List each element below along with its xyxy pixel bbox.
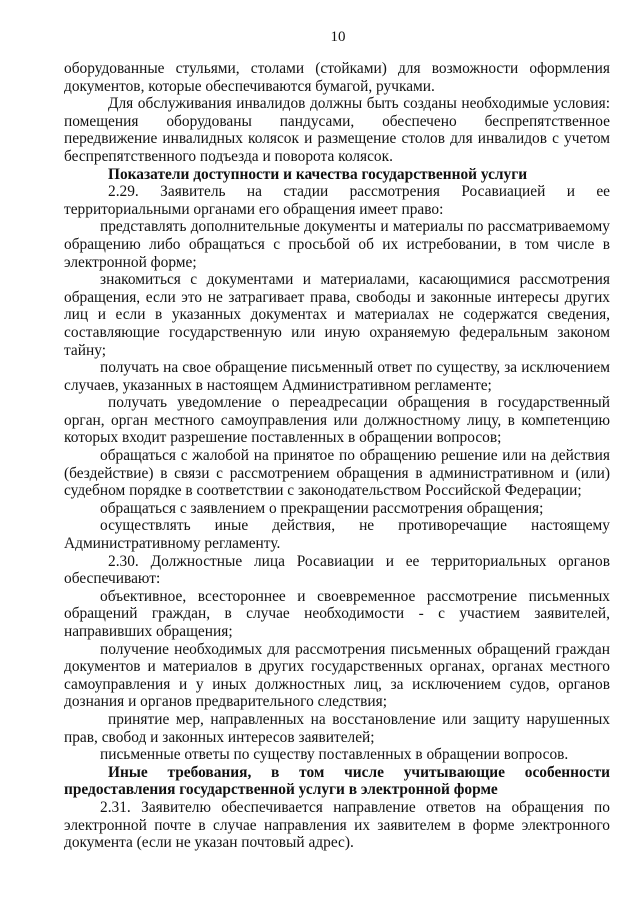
- list-item-redirect-notice: получать уведомление о переадресации обращения в государственный орган, орган местного самоуправления или должностному лицу, в компетенцию которых входит разрешение поставленных в обращении вопросов;: [64, 394, 610, 447]
- paragraph-furniture: оборудованные стульями, столами (стойками) для возможности оформления документов, которые обеспечиваются бумагой, ручками.: [64, 60, 610, 95]
- paragraph-disabled-access: Для обслуживания инвалидов должны быть созданы необходимые условия: помещения оборудованы пандусами, обеспечено беспрепятственное передвижение инвалидных колясок и размещение столов для инвалидов с учетом беспрепятственного подъезда и поворота колясок.: [64, 95, 610, 165]
- page-number: 10: [330, 29, 346, 45]
- list-item-review-materials: знакомиться с документами и материалами, касающимися рассмотрения обращения, если это не затрагивает права, свободы и законные интересы других лиц и если в указанных документах и материалах не содержатся сведения, составляющие государственную или иную охраняемую федеральным законом тайну;: [64, 271, 610, 359]
- list-item-restore-rights: принятие мер, направленных на восстановление или защиту нарушенных прав, свобод и законных интересов заявителей;: [64, 710, 610, 746]
- section-heading-accessibility: Показатели доступности и качества государственной услуги: [108, 165, 528, 183]
- paragraph-2-30: 2.30. Должностные лица Росавиации и ее территориальных органов обеспечивают:: [64, 552, 610, 588]
- list-item-written-answers: письменные ответы по существу поставленных в обращении вопросов.: [100, 746, 569, 764]
- paragraph-2-29: 2.29. Заявитель на стадии рассмотрения Росавиацией и ее территориальными органами его обращения имеет право:: [64, 183, 610, 218]
- list-item-submit-documents: представлять дополнительные документы и материалы по рассматриваемому обращению либо обращаться с просьбой об их истребовании, в том числе в электронной форме;: [64, 218, 610, 271]
- list-item-termination-request: обращаться с заявлением о прекращении рассмотрения обращения;: [100, 499, 544, 517]
- section-heading-electronic-form: Иные требования, в том числе учитывающие особенности предоставления государственной услуги в электронной форме: [64, 763, 610, 799]
- list-item-obtain-documents: получение необходимых для рассмотрения письменных обращений граждан документов и материалов в других государственных органах, органах местного самоуправления и у иных должностных лиц, за исключением судов, органов дознания и органов предварительного следствия;: [64, 640, 610, 711]
- list-item-other-actions: осуществлять иные действия, не противоречащие настоящему Административному регламенту.: [64, 517, 610, 553]
- list-item-receive-answer: получать на свое обращение письменный ответ по существу, за исключением случаев, указанных в настоящем Административном регламенте;: [64, 359, 610, 394]
- document-body: [64, 60, 610, 852]
- paragraph-2-31: 2.31. Заявителю обеспечивается направление ответов на обращения по электронной почте в случае направления их заявителем в форме электронного документа (если не указан почтовый адрес).: [64, 798, 610, 852]
- list-item-objective-review: объективное, всестороннее и своевременное рассмотрение письменных обращений граждан, в случае необходимости - с участием заявителей, направивших обращения;: [64, 587, 610, 640]
- list-item-complaint: обращаться с жалобой на принятое по обращению решение или на действия (бездействие) в связи с рассмотрением обращения в административном и (или) судебном порядке в соответствии с законодательством Российской Федерации;: [64, 447, 610, 500]
